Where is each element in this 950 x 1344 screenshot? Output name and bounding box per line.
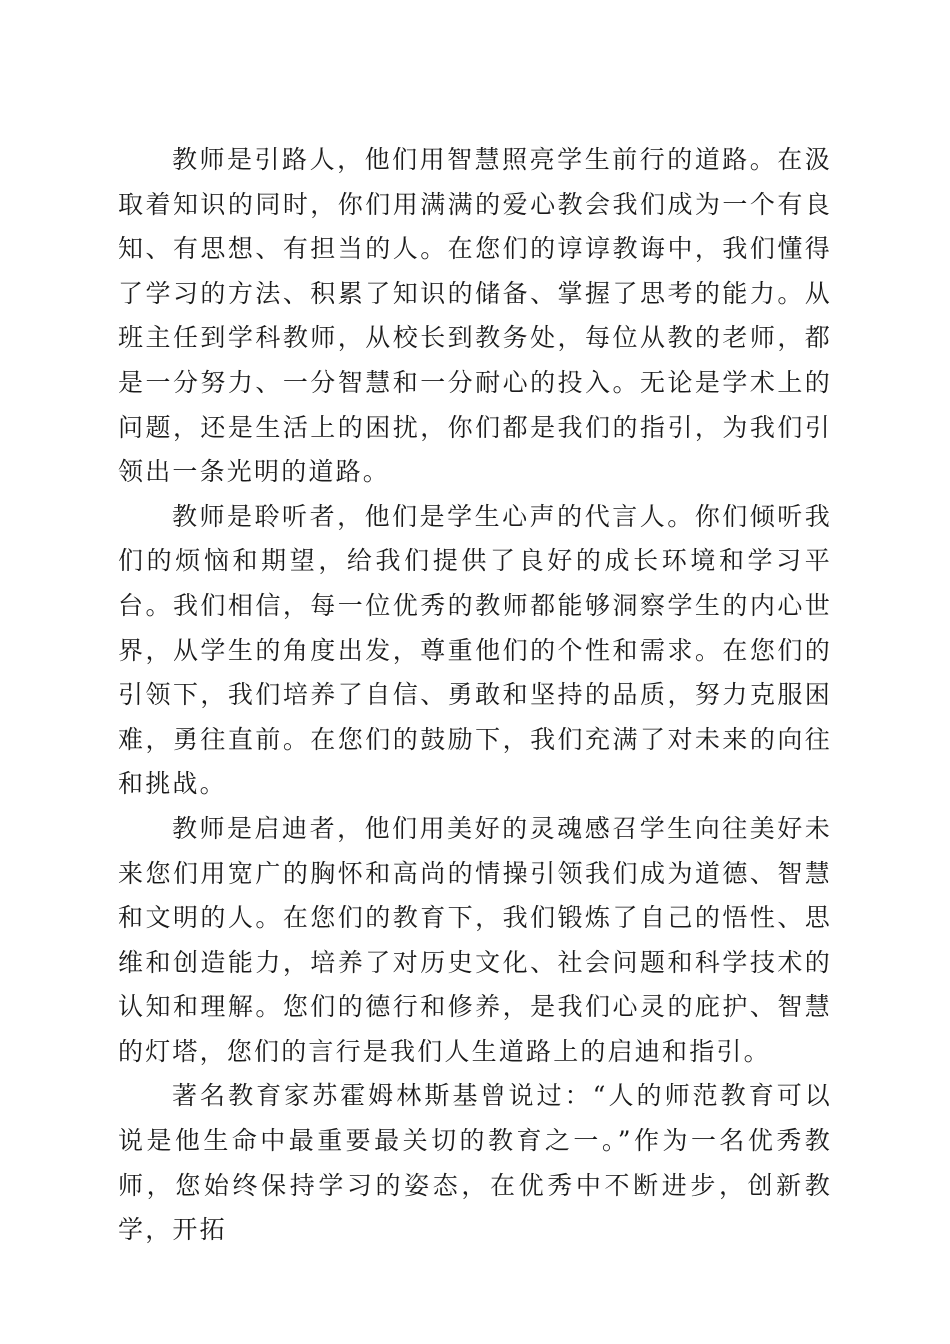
paragraph-enlightener: 教师是启迪者，他们用美好的灵魂感召学生向往美好未来您们用宽广的胸怀和高尚的情操引领我们成为道德、智慧和文明的人。在您们的教育下，我们锻炼了自己的悟性、思维和创造能力，培养了对历史文化、社会问题和科学技术的认知和理解。您们的德行和修养，是我们心灵的庇护、智慧的灯塔，您们的言行是我们人生道路上的启迪和指引。 bbox=[118, 813, 832, 1066]
paragraph-listener: 教师是聆听者，他们是学生心声的代言人。你们倾听我们的烦恼和期望，给我们提供了良好的成长环境和学习平台。我们相信，每一位优秀的教师都能够洞察学生的内心世界，从学生的角度出发，尊重他们的个性和需求。在您们的引领下，我们培养了自信、勇敢和坚持的品质，努力克服困难，勇往直前。在您们的鼓励下，我们充满了对未来的向往和挑战。 bbox=[118, 501, 832, 799]
paragraph-guide: 教师是引路人，他们用智慧照亮学生前行的道路。在汲取着知识的同时，你们用满满的爱心教会我们成为一个有良知、有思想、有担当的人。在您们的谆谆教诲中，我们懂得了学习的方法、积累了知识的储备、掌握了思考的能力。从班主任到学科教师，从校长到教务处，每位从教的老师，都是一分努力、一分智慧和一分耐心的投入。无论是学术上的问题，还是生活上的困扰，你们都是我们的指引，为我们引领出一条光明的道路。 bbox=[118, 145, 832, 487]
paragraph-quote: 著名教育家苏霍姆林斯基曾说过：“人的师范教育可以说是他生命中最重要最关切的教育之一。”作为一名优秀教师，您始终保持学习的姿态，在优秀中不断进步，创新教学，开拓 bbox=[118, 1081, 832, 1245]
document-body bbox=[118, 138, 832, 1253]
